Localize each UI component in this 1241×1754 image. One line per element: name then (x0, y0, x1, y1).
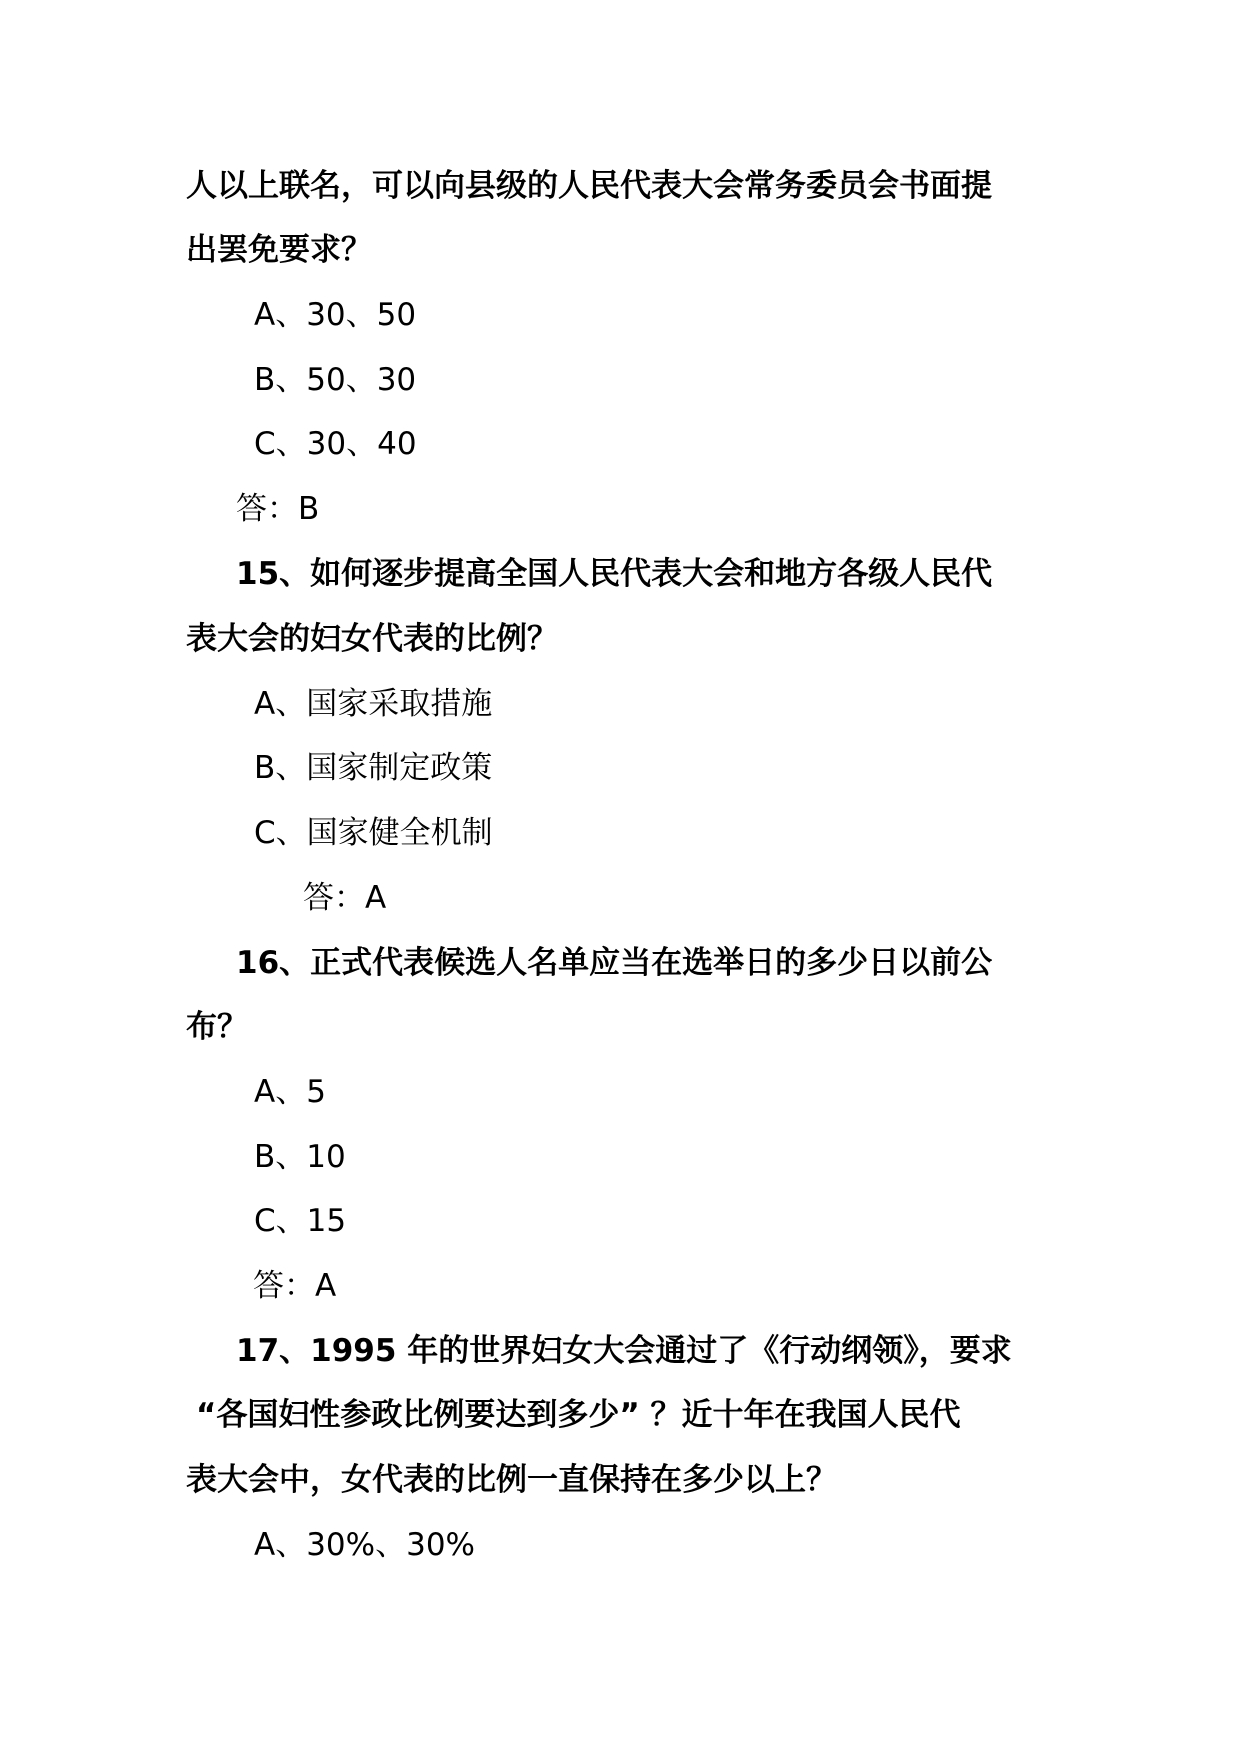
question-16-option-a: A、5 (254, 1074, 326, 1110)
question-14-option-a: A、30、50 (254, 297, 417, 333)
question-14-line-1: 人以上联名，可以向县级的人民代表大会常务委员会书面提 (186, 168, 992, 204)
question-17-option-a: A、30%、30% (254, 1527, 476, 1563)
question-15-option-a: A、国家采取措施 (254, 686, 493, 722)
question-17-line-3: 表大会中，女代表的比例一直保持在多少以上？ (186, 1462, 837, 1498)
question-15-option-b: B、国家制定政策 (254, 750, 493, 786)
question-15-line-1: 15、如何逐步提高全国人民代表大会和地方各级人民代 (236, 556, 993, 592)
question-14-line-2: 出罢免要求？ (186, 232, 372, 268)
question-16-line-1: 16、正式代表候选人名单应当在选举日的多少日以前公 (236, 945, 993, 981)
question-14-option-b: B、50、30 (254, 362, 417, 398)
question-15-option-c: C、国家健全机制 (254, 815, 493, 851)
question-14-option-c: C、30、40 (254, 426, 417, 462)
question-16-option-c: C、15 (254, 1203, 347, 1239)
question-16-option-b: B、10 (254, 1139, 346, 1175)
question-17-line-2: “各国妇性参政比例要达到多少” ？近十年在我国人民代 (196, 1397, 961, 1433)
question-15-answer: 答：A (303, 880, 387, 916)
question-17-line-1: 17、1995 年的世界妇女大会通过了《行动纲领》，要求 (236, 1333, 1012, 1369)
question-15-line-2: 表大会的妇女代表的比例？ (186, 621, 558, 657)
question-14-answer: 答：B (236, 491, 320, 527)
question-16-line-2: 布？ (186, 1009, 248, 1045)
question-16-answer: 答：A (253, 1268, 337, 1304)
